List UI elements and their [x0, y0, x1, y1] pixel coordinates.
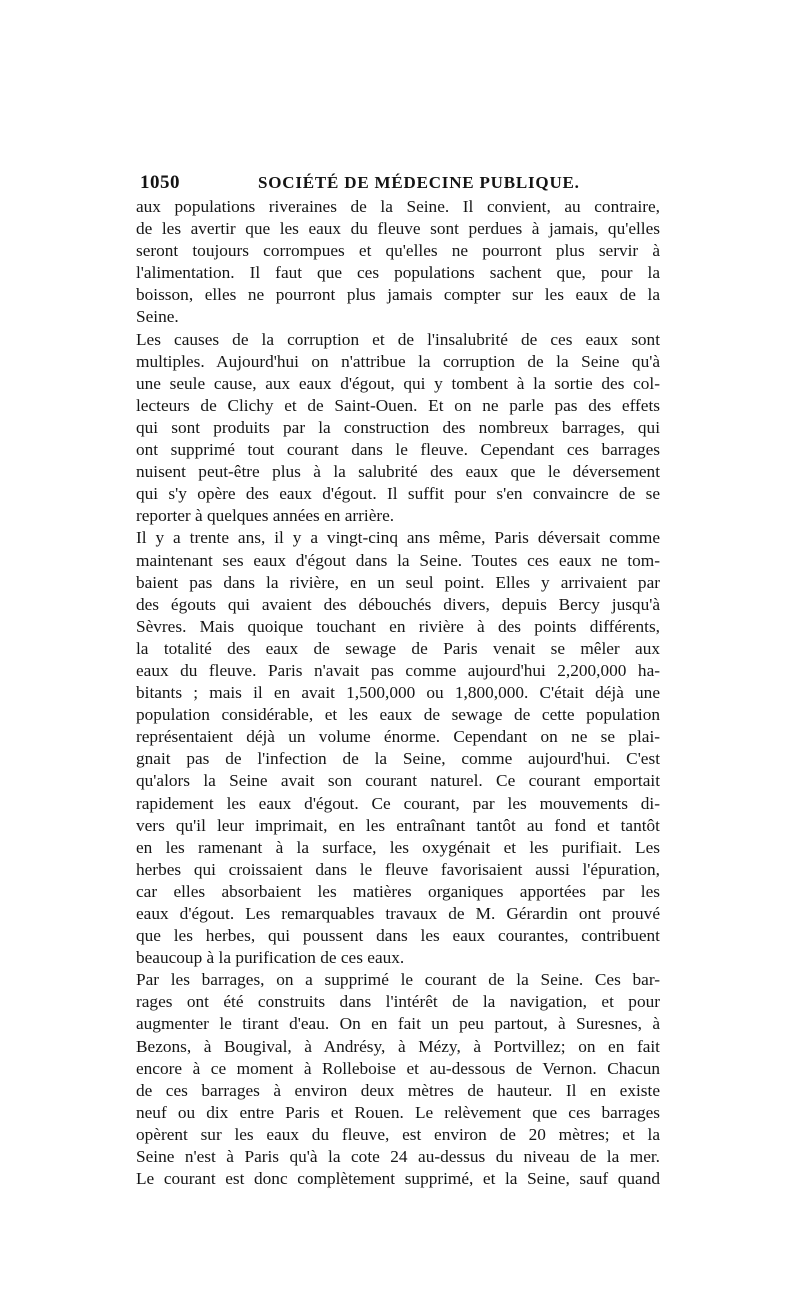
text-line: aux populations riveraines de la Seine. Il convient, au contraire, — [136, 197, 660, 216]
text-line: vers qu'il leur imprimait, en les entraînant tantôt au fond et tantôt — [136, 815, 660, 835]
text-line: neuf ou dix entre Paris et Rouen. Le relèvement que ces barrages — [136, 1102, 660, 1122]
text-line: rages ont été construits dans l'intérêt de la navigation, et pour — [136, 992, 660, 1012]
text-line: de les avertir que les eaux du fleuve sont perdues à jamais, qu'elles — [136, 219, 660, 239]
text-line: eaux d'égout. Les remarquables travaux de M. Gérardin ont prouvé — [136, 904, 660, 923]
text-line: la totalité des eaux de sewage de Paris venait se mêler aux — [136, 638, 660, 658]
text-line: qui sont produits par la construction des nombreux barrages, qui — [136, 417, 660, 437]
text-line: opèrent sur les eaux du fleuve, est environ de 20 mètres; et la — [136, 1124, 660, 1144]
text-line: Bezons, à Bougival, à Andrésy, à Mézy, à Portvillez; on en fait — [136, 1036, 660, 1056]
page-number: 1050 — [140, 172, 180, 193]
text-line: seront toujours corrompues et qu'elles ne pourront plus servir à — [136, 241, 660, 261]
text-line: boisson, elles ne pourront plus jamais compter sur les eaux de la — [136, 285, 660, 305]
text-line: qui s'y opère des eaux d'égout. Il suffit pour s'en convaincre de se — [136, 484, 660, 504]
text-line: gnait pas de l'infection de la Seine, comme aujourd'hui. C'est — [136, 749, 660, 769]
text-line: nuisent peut-être plus à la salubrité des eaux que le déversement — [136, 462, 660, 482]
text-line: beaucoup à la purification de ces eaux. — [136, 948, 405, 968]
text-line: encore à ce moment à Rolleboise et au-dessous de Vernon. Chacun — [136, 1058, 660, 1078]
text-line: de ces barrages à environ deux mètres de hauteur. Il en existe — [136, 1080, 660, 1100]
text-line: des égouts qui avaient des débouchés divers, depuis Bercy jusqu'à — [136, 594, 660, 614]
text-line: eaux du fleuve. Paris n'avait pas comme aujourd'hui 2,200,000 ha- — [136, 660, 660, 680]
text-line: qu'alors la Seine avait son courant naturel. Ce courant emportait — [136, 771, 660, 791]
text-line: Seine n'est à Paris qu'à la cote 24 au-dessus du niveau de la mer. — [136, 1147, 660, 1167]
text-line: baient pas dans la rivière, en un seul point. Elles y arrivaient par — [136, 572, 660, 592]
text-line: Il y a trente ans, il y a vingt-cinq ans même, Paris déversait comme — [136, 528, 660, 548]
text-line: que les herbes, qui poussent dans les eaux courantes, contribuent — [136, 926, 660, 946]
text-line: rapidement les eaux d'égout. Ce courant, par les mouvements di- — [136, 793, 660, 813]
text-line: population considérable, et les eaux de sewage de cette population — [136, 705, 660, 725]
text-line: multiples. Aujourd'hui on n'attribue la corruption de la Seine qu'à — [136, 351, 660, 371]
text-line: car elles absorbaient les matières organiques apportées par les — [136, 881, 660, 901]
text-line: ont supprimé tout courant dans le fleuve. Cependant ces barrages — [136, 440, 660, 460]
text-line: maintenant ses eaux d'égout dans la Seine. Toutes ces eaux ne tom- — [136, 550, 660, 570]
text-line: une seule cause, aux eaux d'égout, qui y tombent à la sortie des col- — [136, 373, 660, 393]
text-line: herbes qui croissaient dans le fleuve favorisaient aussi l'épuration, — [136, 859, 660, 879]
text-line: Sèvres. Mais quoique touchant en rivière à des points différents, — [136, 616, 660, 636]
text-line: en les ramenant à la surface, les oxygénait et les purifiait. Les — [136, 837, 660, 857]
text-line: Le courant est donc complètement supprimé, et la Seine, sauf quand — [136, 1169, 660, 1189]
text-line: Les causes de la corruption et de l'insalubrité de ces eaux sont — [136, 329, 660, 349]
text-line: lecteurs de Clichy et de Saint-Ouen. Et on ne parle pas des effets — [136, 395, 660, 415]
body-text — [136, 196, 660, 1190]
text-line: l'alimentation. Il faut que ces populations sachent que, pour la — [136, 263, 660, 283]
text-line: augmenter le tirant d'eau. On en fait un peu partout, à Suresnes, à — [136, 1014, 660, 1034]
text-line: Seine. — [136, 307, 179, 327]
running-head: SOCIÉTÉ DE MÉDECINE PUBLIQUE. — [258, 173, 580, 192]
text-line: reporter à quelques années en arrière. — [136, 506, 395, 526]
text-line: bitants ; mais il en avait 1,500,000 ou 1,800,000. C'était déjà une — [136, 683, 660, 703]
page-header — [140, 172, 660, 196]
text-line: représentaient déjà un volume énorme. Cependant on ne se plai- — [136, 727, 660, 747]
text-line: Par les barrages, on a supprimé le courant de la Seine. Ces bar- — [136, 970, 660, 990]
